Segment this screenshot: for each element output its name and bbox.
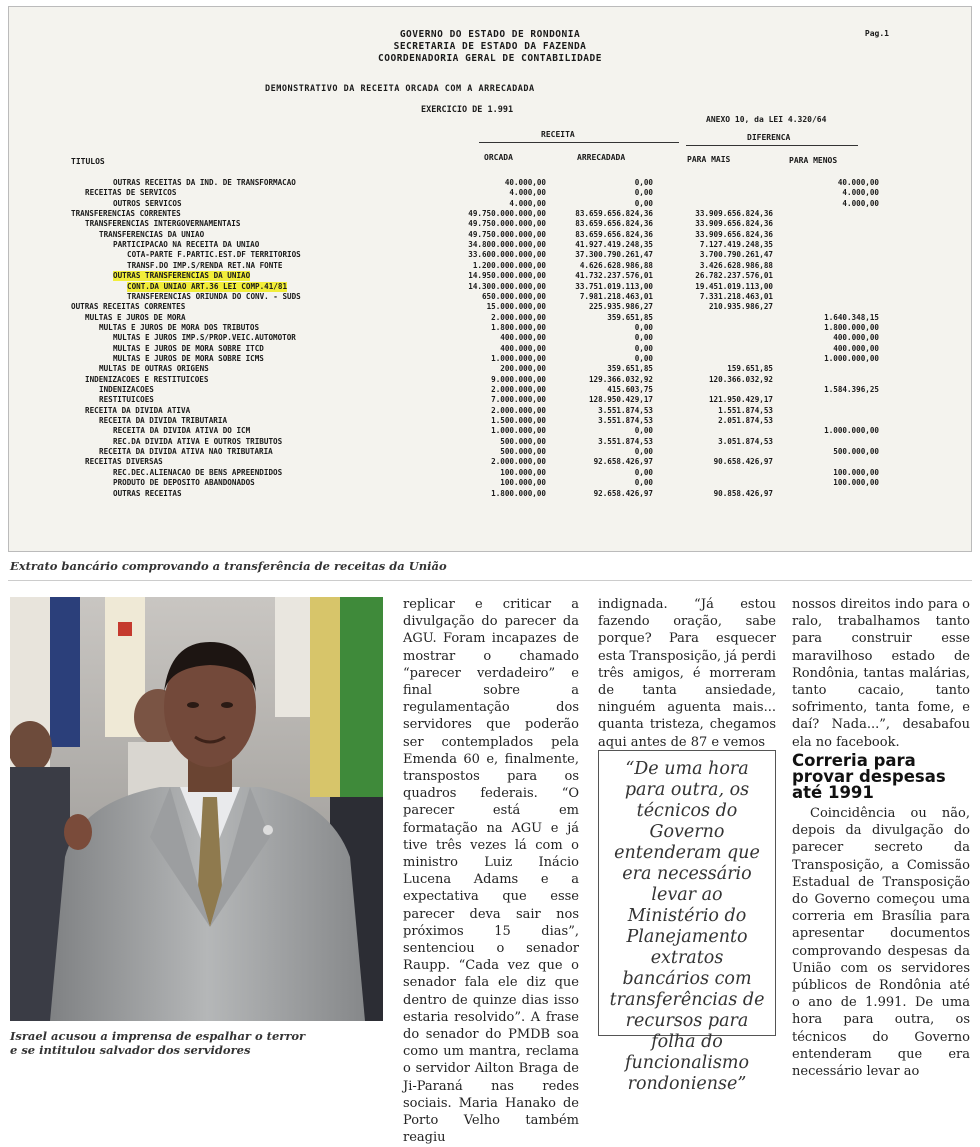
row-label: OUTRAS RECEITAS CORRENTES: [71, 302, 186, 312]
row-label: TRANSFERENCIAS INTERGOVERNAMENTAIS: [85, 219, 241, 229]
row-orcada: 49.750.000.000,00: [468, 209, 546, 219]
row-arrecadada: 359.651,85: [607, 312, 653, 322]
receita-rule: [479, 142, 679, 143]
row-label: RECEITA DA DIVIDA ATIVA NAO TRIBUTARIA: [99, 447, 273, 457]
row-label: OUTROS SERVICOS: [113, 198, 182, 208]
row-orcada: 4.000,00: [509, 198, 546, 208]
statement-row: [9, 354, 971, 364]
row-arrecadada: 128.950.429,17: [588, 395, 653, 405]
statement-row: [9, 261, 971, 271]
statement-row: [9, 199, 971, 209]
row-orcada: 9.000.000,00: [491, 374, 546, 384]
row-menos: 1.640.348,15: [824, 312, 879, 322]
row-mais: 120.366.032,92: [708, 374, 773, 384]
article-column-3: [792, 596, 970, 751]
row-label: MULTAS E JUROS IMP.S/PROP.VEIC.AUTOMOTOR: [113, 333, 296, 343]
photo-caption-line-2: e se intitulou salvador dos servidores: [10, 1043, 251, 1057]
statement-row: [9, 395, 971, 405]
row-label: MULTAS E JUROS DE MORA: [85, 312, 186, 322]
row-orcada: 650.000.000,00: [481, 291, 546, 301]
row-arrecadada: 0,00: [634, 333, 653, 343]
row-arrecadada: 37.300.790.261,47: [575, 250, 653, 260]
row-label: COTA-PARTE F.PARTIC.EST.DF TERRITORIOS: [127, 250, 301, 260]
row-menos: 1.800.000,00: [824, 322, 879, 332]
row-label: TRANSFERENCIAS ORIUNDA DO CONV. - SUDS: [127, 291, 301, 301]
header-line-2: SECRETARIA DE ESTADO DA FAZENDA: [393, 41, 587, 52]
row-label: REC.DA DIVIDA ATIVA E OUTROS TRIBUTOS: [113, 436, 283, 446]
row-menos: 100.000,00: [833, 467, 879, 477]
column-para-menos: PARA MENOS: [789, 156, 838, 165]
row-arrecadada: 3.551.874,53: [598, 436, 653, 446]
divider: [8, 580, 972, 581]
row-label: RECEITAS DE SERVICOS: [85, 188, 177, 198]
statement-row: [9, 240, 971, 250]
row-menos: 400.000,00: [833, 333, 879, 343]
row-label: RECEITA DA DIVIDA ATIVA DO ICM: [113, 426, 251, 436]
row-menos: 4.000,00: [842, 188, 879, 198]
article-paragraph: nossos direitos indo para o ralo, trabalhamos tanto para construir esse maravilhoso estado de Rondônia, tantas malárias, tanto cacaio, tanto sofrimento, tanta fome, e daí? Nada...”, desabafou ela no facebook.: [792, 597, 970, 750]
article-column-1: [403, 596, 579, 1147]
row-arrecadada: 225.935.986,27: [588, 302, 653, 312]
statement-row: [9, 468, 971, 478]
row-menos: 4.000,00: [842, 198, 879, 208]
statement-row: [9, 188, 971, 198]
row-label: RECEITA DA DIVIDA ATIVA: [85, 405, 191, 415]
row-orcada: 14.300.000.000,00: [468, 281, 546, 291]
row-orcada: 1.000.000,00: [491, 426, 546, 436]
statement-row: [9, 344, 971, 354]
row-label: TRANSFERENCIAS CORRENTES: [71, 209, 181, 219]
statement-row: [9, 416, 971, 426]
row-label: RECEITAS DIVERSAS: [85, 457, 163, 467]
row-arrecadada: 3.551.874,53: [598, 405, 653, 415]
row-mais: 3.700.790.261,47: [699, 250, 773, 260]
man-in-suit-photo: [10, 597, 383, 1021]
row-mais: 3.426.628.986,88: [699, 260, 773, 270]
row-orcada: 100.000,00: [500, 467, 546, 477]
row-arrecadada: 41.732.237.576,01: [575, 271, 653, 281]
row-menos: 100.000,00: [833, 478, 879, 488]
row-orcada: 400.000,00: [500, 343, 546, 353]
row-mais: 33.909.656.824,36: [695, 229, 773, 239]
statement-row: [9, 271, 971, 281]
row-arrecadada: 92.658.426,97: [593, 488, 653, 498]
row-mais: 90.858.426,97: [713, 488, 773, 498]
statement-row: [9, 323, 971, 333]
statement-row: [9, 282, 971, 292]
row-label: RECEITA DA DIVIDA TRIBUTARIA: [99, 416, 228, 426]
row-arrecadada: 41.927.419.248,35: [575, 240, 653, 250]
row-label: REC.DEC.ALIENACAO DE BENS APREENDIDOS: [113, 467, 283, 477]
row-arrecadada: 4.626.628.986,88: [579, 260, 653, 270]
column-arrecadada: ARRECADADA: [577, 153, 626, 162]
row-orcada: 400.000,00: [500, 333, 546, 343]
row-arrecadada: 0,00: [634, 188, 653, 198]
row-orcada: 1.000.000,00: [491, 353, 546, 363]
row-orcada: 1.800.000,00: [491, 322, 546, 332]
row-orcada: 500.000,00: [500, 447, 546, 457]
row-mais: 33.909.656.824,36: [695, 219, 773, 229]
pull-quote: “De uma hora para outra, os técnicos do Governo entenderam que era necessário levar ao Ministério do Planejamento extratos bancários com transferências de recursos para folha do funcionalismo rondoniense”: [598, 750, 776, 1036]
row-label: OUTRAS TRANSFERENCIAS DA UNIAO: [113, 271, 251, 281]
row-orcada: 14.950.000.000,00: [468, 271, 546, 281]
row-arrecadada: 0,00: [634, 426, 653, 436]
row-orcada: 2.000.000,00: [491, 385, 546, 394]
row-mais: 90.658.426,97: [713, 457, 773, 467]
row-orcada: 2.000.000,00: [491, 405, 546, 415]
row-menos: 400.000,00: [833, 343, 879, 353]
row-label: PRODUTO DE DEPOSITO ABANDONADOS: [113, 478, 255, 488]
row-label: OUTRAS RECEITAS: [113, 488, 182, 498]
row-mais: 1.551.874,53: [718, 405, 773, 415]
article-column-2: [598, 596, 776, 751]
row-mais: 2.051.874,53: [718, 416, 773, 426]
statement-row: [9, 478, 971, 488]
statement-row: [9, 292, 971, 302]
row-orcada: 1.200.000.000,00: [472, 260, 546, 270]
statement-row: [9, 447, 971, 457]
statement-row: [9, 426, 971, 436]
row-orcada: 15.000.000,00: [486, 302, 546, 312]
row-arrecadada: 7.981.218.463,01: [579, 291, 653, 301]
row-mais: 7.127.419.248,35: [699, 240, 773, 250]
photo-israel: [10, 597, 383, 1021]
article-paragraph: indignada. “Já estou fazendo oração, sabe porque? Para esquecer esta Transposição, já perdi três amigos, é morreram de tanta ansiedade, ninguém aguenta mais... quanta tristeza, chegamos aqui antes de 87 e vemos: [598, 597, 776, 750]
statement-row: [9, 489, 971, 499]
row-orcada: 2.000.000,00: [491, 312, 546, 322]
column-orcada: ORCADA: [484, 153, 513, 162]
row-orcada: 40.000,00: [504, 178, 546, 187]
statement-row: [9, 250, 971, 260]
statement-row: [9, 178, 971, 188]
column-titulos: TITULOS: [71, 157, 105, 166]
header-line-3: COORDENADORIA GERAL DE CONTABILIDADE: [378, 53, 602, 64]
row-label: PARTICIPACAO NA RECEITA DA UNIAO: [113, 240, 260, 250]
statement-row: [9, 406, 971, 416]
row-arrecadada: 0,00: [634, 447, 653, 457]
row-label: TRANSFERENCIAS DA UNIAO: [99, 229, 205, 239]
row-arrecadada: 33.751.019.113,00: [575, 281, 653, 291]
statement-row: [9, 302, 971, 312]
statement-row: [9, 375, 971, 385]
column-para-mais: PARA MAIS: [687, 155, 731, 164]
row-orcada: 49.750.000.000,00: [468, 229, 546, 239]
row-orcada: 2.000.000,00: [491, 457, 546, 467]
photo-caption: [10, 1029, 390, 1057]
row-menos: 1.000.000,00: [824, 426, 879, 436]
row-menos: 1.584.396,25: [824, 385, 879, 394]
row-arrecadada: 0,00: [634, 198, 653, 208]
row-mais: 121.950.429,17: [708, 395, 773, 405]
row-orcada: 49.750.000.000,00: [468, 219, 546, 229]
row-label: INDENIZACOES: [99, 385, 154, 394]
row-label: OUTRAS RECEITAS DA IND. DE TRANSFORMACAO: [113, 178, 296, 187]
row-mais: 210.935.986,27: [708, 302, 773, 312]
row-label: MULTAS E JUROS DE MORA SOBRE ITCD: [113, 343, 264, 353]
column-group-diferenca: DIFERENCA: [747, 133, 791, 142]
row-orcada: 1.800.000,00: [491, 488, 546, 498]
row-orcada: 100.000,00: [500, 478, 546, 488]
row-mais: 19.451.019.113,00: [695, 281, 773, 291]
page-number: Pag.1: [864, 29, 889, 38]
statement-caption: Extrato bancário comprovando a transferência de receitas da União: [10, 559, 447, 573]
row-orcada: 500.000,00: [500, 436, 546, 446]
column-group-receita: RECEITA: [541, 130, 575, 139]
row-orcada: 4.000,00: [509, 188, 546, 198]
diferenca-rule: [686, 145, 858, 146]
header-line-1: GOVERNO DO ESTADO DE RONDONIA: [399, 29, 581, 40]
fiscal-year: EXERCICIO DE 1.991: [421, 105, 514, 115]
statement-row: [9, 437, 971, 447]
row-label: RESTITUICOES: [99, 395, 154, 405]
row-mais: 3.051.874,53: [718, 436, 773, 446]
row-menos: 40.000,00: [837, 178, 879, 187]
row-arrecadada: 0,00: [634, 322, 653, 332]
row-arrecadada: 83.659.656.824,36: [575, 229, 653, 239]
row-arrecadada: 129.366.032,92: [588, 374, 653, 384]
row-label: MULTAS DE OUTRAS ORIGENS: [99, 364, 209, 374]
row-menos: 1.000.000,00: [824, 353, 879, 363]
scanned-revenue-statement: [8, 6, 972, 552]
row-label: MULTAS E JUROS DE MORA SOBRE ICMS: [113, 353, 264, 363]
row-label: MULTAS E JUROS DE MORA DOS TRIBUTOS: [99, 322, 260, 332]
row-arrecadada: 92.658.426,97: [593, 457, 653, 467]
statement-title: DEMONSTRATIVO DA RECEITA ORCADA COM A ARRECADADA: [265, 84, 535, 94]
statement-row: [9, 457, 971, 467]
row-arrecadada: 83.659.656.824,36: [575, 209, 653, 219]
row-orcada: 34.800.000.000,00: [468, 240, 546, 250]
row-arrecadada: 0,00: [634, 478, 653, 488]
row-arrecadada: 359.651,85: [607, 364, 653, 374]
statement-row: [9, 364, 971, 374]
row-orcada: 200.000,00: [500, 364, 546, 374]
row-orcada: 1.500.000,00: [491, 416, 546, 426]
row-label: INDENIZACOES E RESTITUICOES: [85, 374, 209, 384]
row-arrecadada: 0,00: [634, 353, 653, 363]
statement-row: [9, 230, 971, 240]
row-mais: 159.651,85: [727, 364, 773, 374]
article-paragraph: Coincidência ou não, depois da divulgação do parecer secreto da Transposição, a Comissão Estadual de Transposição do Governo começou uma correria em Brasília para apresentar documentos comprovando despesas da União com os servidores públicos de Rondônia até o ano de 1.991. De uma hora para outra, os técnicos do Governo entenderam que era necessário levar ao: [792, 806, 970, 1080]
article-column-3-lower: [792, 805, 970, 1080]
row-arrecadada: 0,00: [634, 343, 653, 353]
section-subheading: Correria para provar despesas até 1991: [792, 751, 946, 802]
row-arrecadada: 0,00: [634, 178, 653, 187]
row-mais: 33.909.656.824,36: [695, 209, 773, 219]
statement-row: [9, 313, 971, 323]
row-arrecadada: 83.659.656.824,36: [575, 219, 653, 229]
statement-row: [9, 333, 971, 343]
row-mais: 7.331.218.463,01: [699, 291, 773, 301]
row-arrecadada: 415.603,75: [607, 385, 653, 394]
photo-caption-line-1: Israel acusou a imprensa de espalhar o terror: [10, 1029, 306, 1043]
statement-row: [9, 209, 971, 219]
row-mais: 26.782.237.576,01: [695, 271, 773, 281]
row-label: TRANSF.DO IMP.S/RENDA RET.NA FONTE: [127, 260, 283, 270]
article-paragraph: replicar e criticar a divulgação do parecer da AGU. Foram incapazes de mostrar o chamado “parecer verdadeiro” e final sobre a regulamentação dos servidores que poderão ser contemplados pela Emenda 60 e, finalmente, transpostos para os quadros federais. “O parecer está em formatação na AGU e já tive três vezes lá com o ministro Luiz Inácio Lucena Adams e a expectativa que esse parecer deva sair nos próximos 15 dias”, sentenciou o senador Raupp. “Cada vez que o senador fala ele diz que dentro de quinze dias isso estaria resolvido”. A frase do senador do PMDB soa como um mantra, reclama o servidor Ailton Braga de Ji-Paraná nas redes sociais. Maria Hanako de Porto Velho também reagiu: [403, 597, 579, 1146]
row-arrecadada: 3.551.874,53: [598, 416, 653, 426]
row-orcada: 7.000.000,00: [491, 395, 546, 405]
row-arrecadada: 0,00: [634, 467, 653, 477]
statement-row: [9, 219, 971, 229]
statement-row: [9, 385, 971, 395]
row-orcada: 33.600.000.000,00: [468, 250, 546, 260]
row-menos: 500.000,00: [833, 447, 879, 457]
annex-reference: ANEXO 10, da LEI 4.320/64: [706, 115, 827, 124]
row-label: CONT.DA UNIAO ART.36 LEI COMP.41/81: [127, 281, 288, 291]
